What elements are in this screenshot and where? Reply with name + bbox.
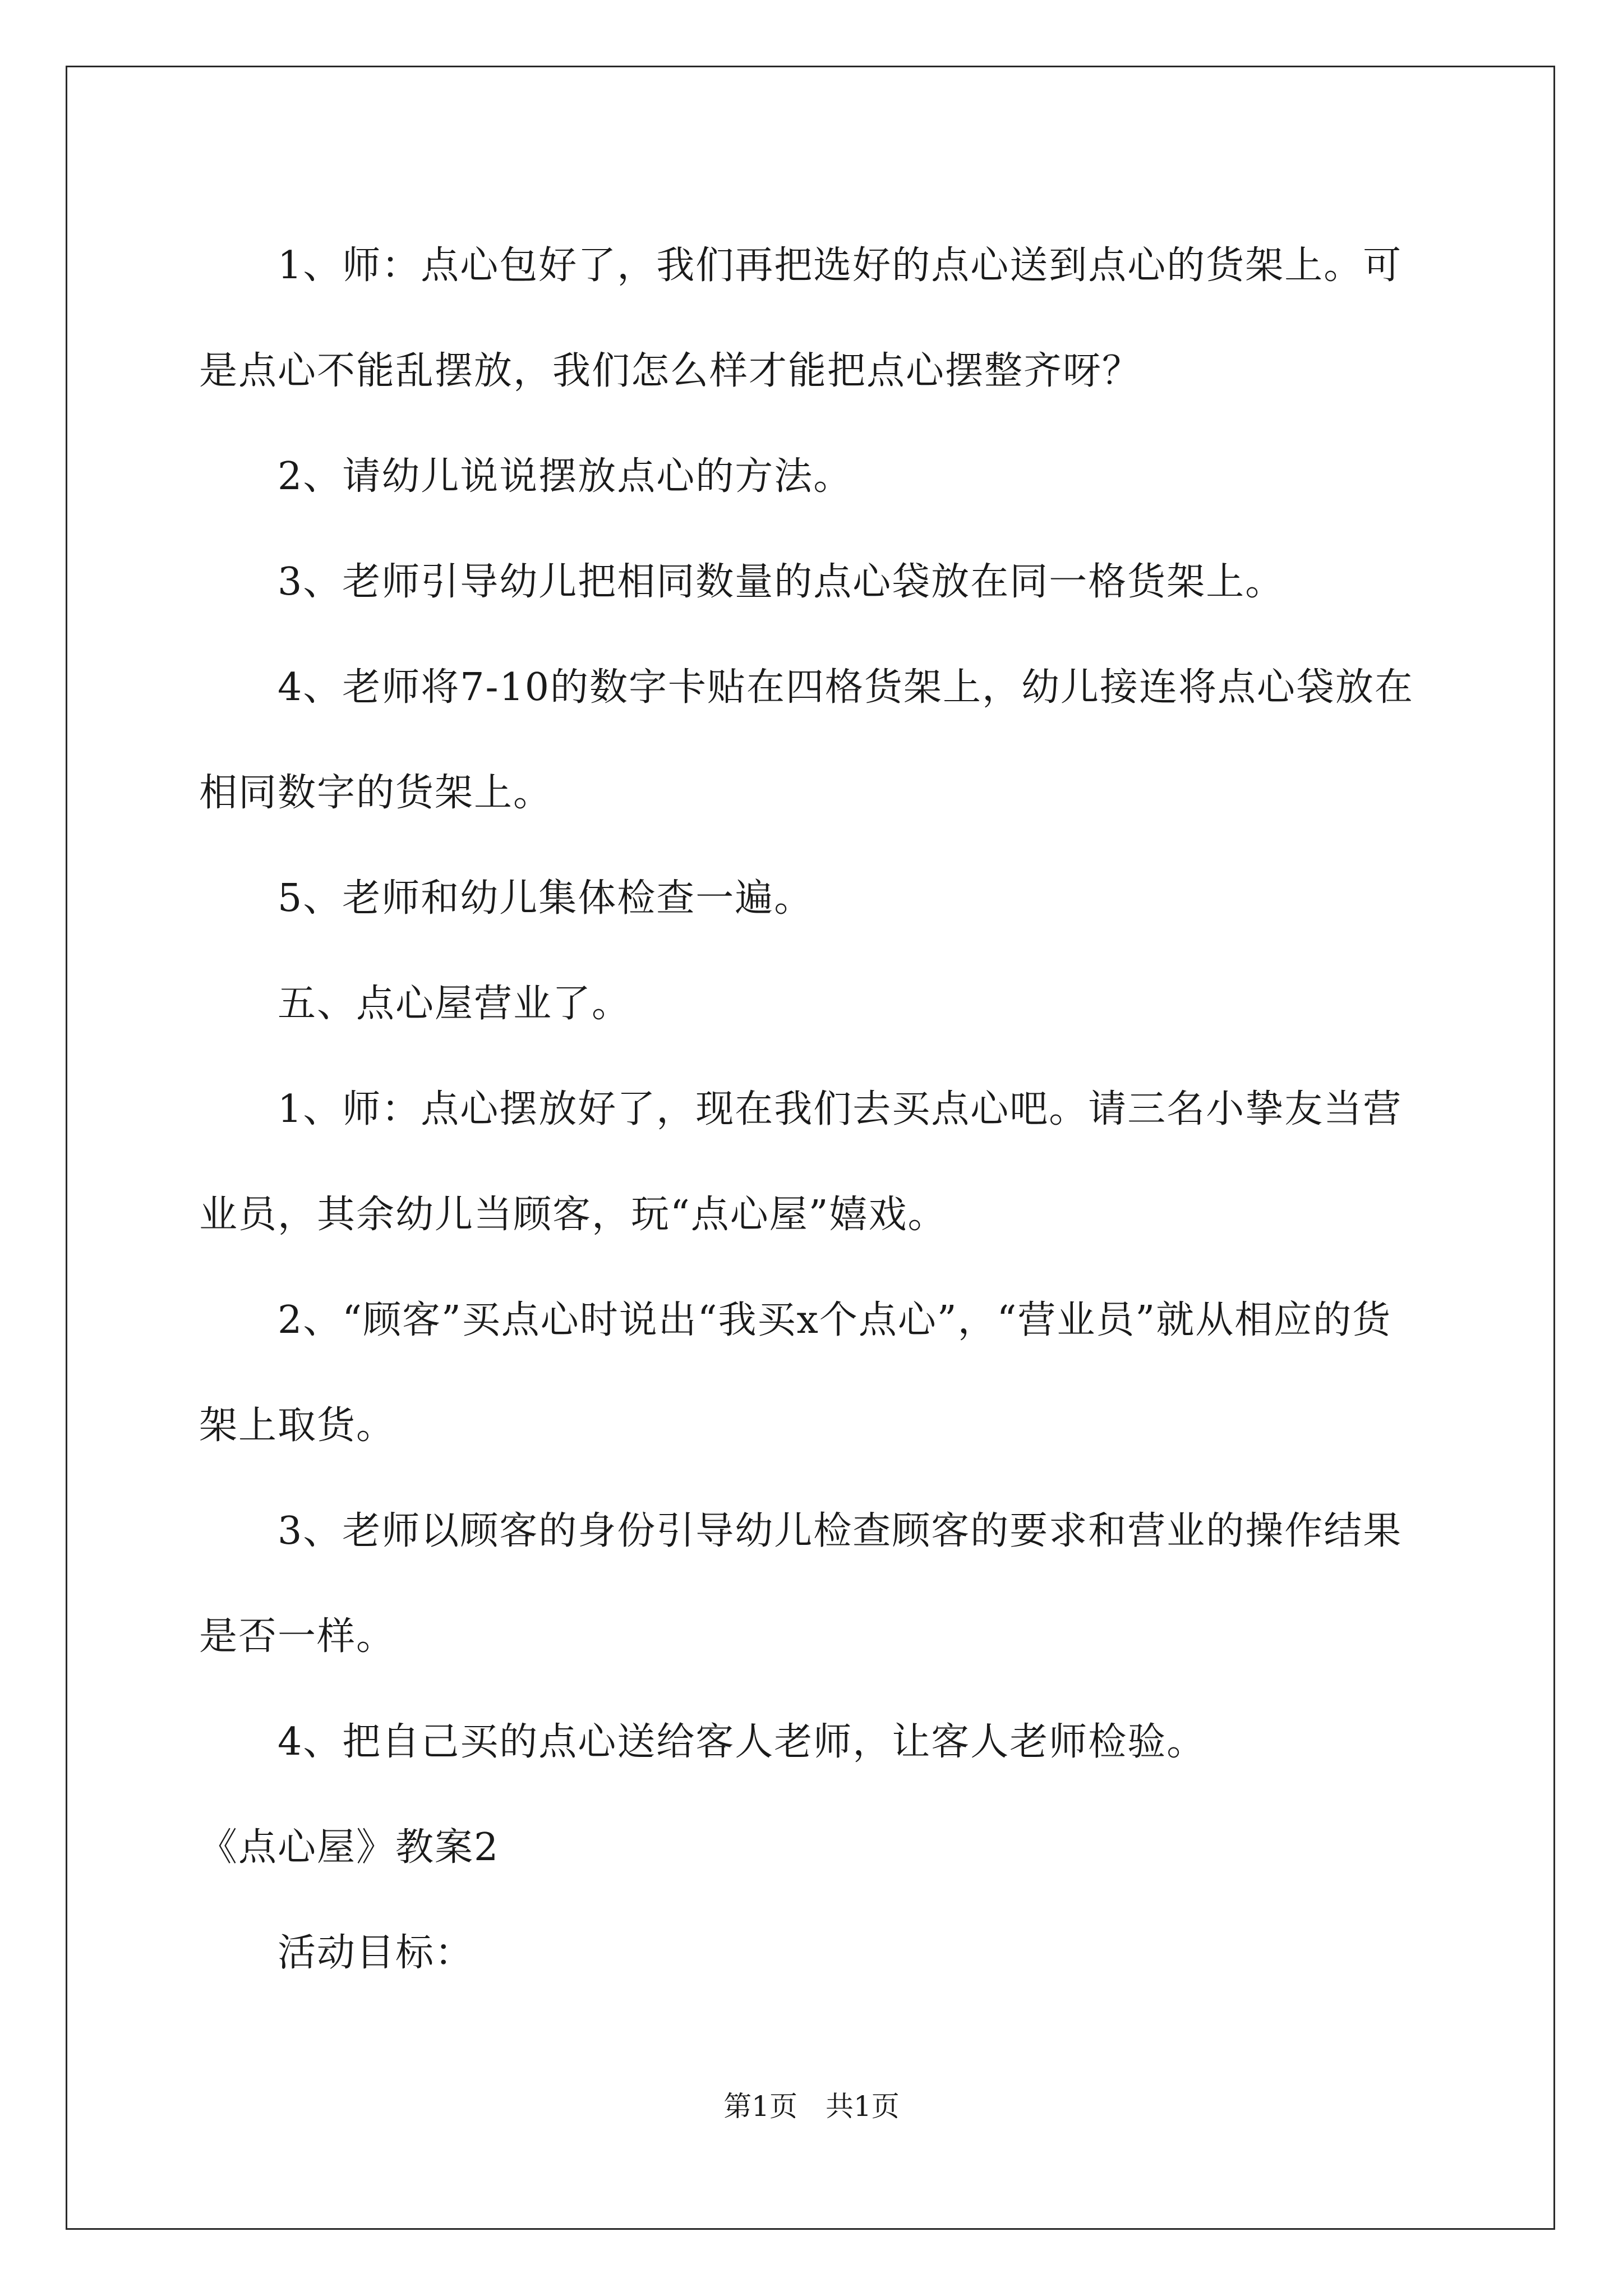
paragraph-4: 4、老师将7-10的数字卡贴在四格货架上，幼儿接连将点心袋放在相同数字的货架上。 (199, 665, 1414, 815)
paragraph-7: 2、“顾客”买点心时说出“我买x个点心”，“营业员”就从相应的货架上取货。 (199, 1298, 1392, 1448)
document-body (199, 213, 1427, 2006)
paragraph-5: 5、老师和幼儿集体检查一遍。 (278, 876, 814, 921)
section-heading-5: 五、点心屋营业了。 (278, 982, 631, 1026)
paragraph-9: 4、把自己买的点心送给客人老师，让客人老师检验。 (278, 1720, 1206, 1764)
paragraph-1: 1、师：点心包好了，我们再把选好的点心送到点心的货架上。可是点心不能乱摆放，我们怎么样才能把点心摆整齐呀？ (199, 243, 1403, 393)
page-footer: 第1页 共1页 (723, 2090, 900, 2123)
paragraph-3: 3、老师引导幼儿把相同数量的点心袋放在同一格货架上。 (278, 560, 1285, 604)
paragraph-2: 2、请幼儿说说摆放点心的方法。 (278, 454, 853, 499)
lesson-plan-title: 《点心屋》教案2 (199, 1825, 500, 1870)
paragraph-8: 3、老师以顾客的身份引导幼儿检查顾客的要求和营业的操作结果是否一样。 (199, 1509, 1403, 1659)
activity-goals-heading: 活动目标： (278, 1931, 474, 1975)
paragraph-6: 1、师：点心摆放好了，现在我们去买点心吧。请三名小挚友当营业员，其余幼儿当顾客，玩“点心屋”嬉戏。 (199, 1087, 1403, 1237)
